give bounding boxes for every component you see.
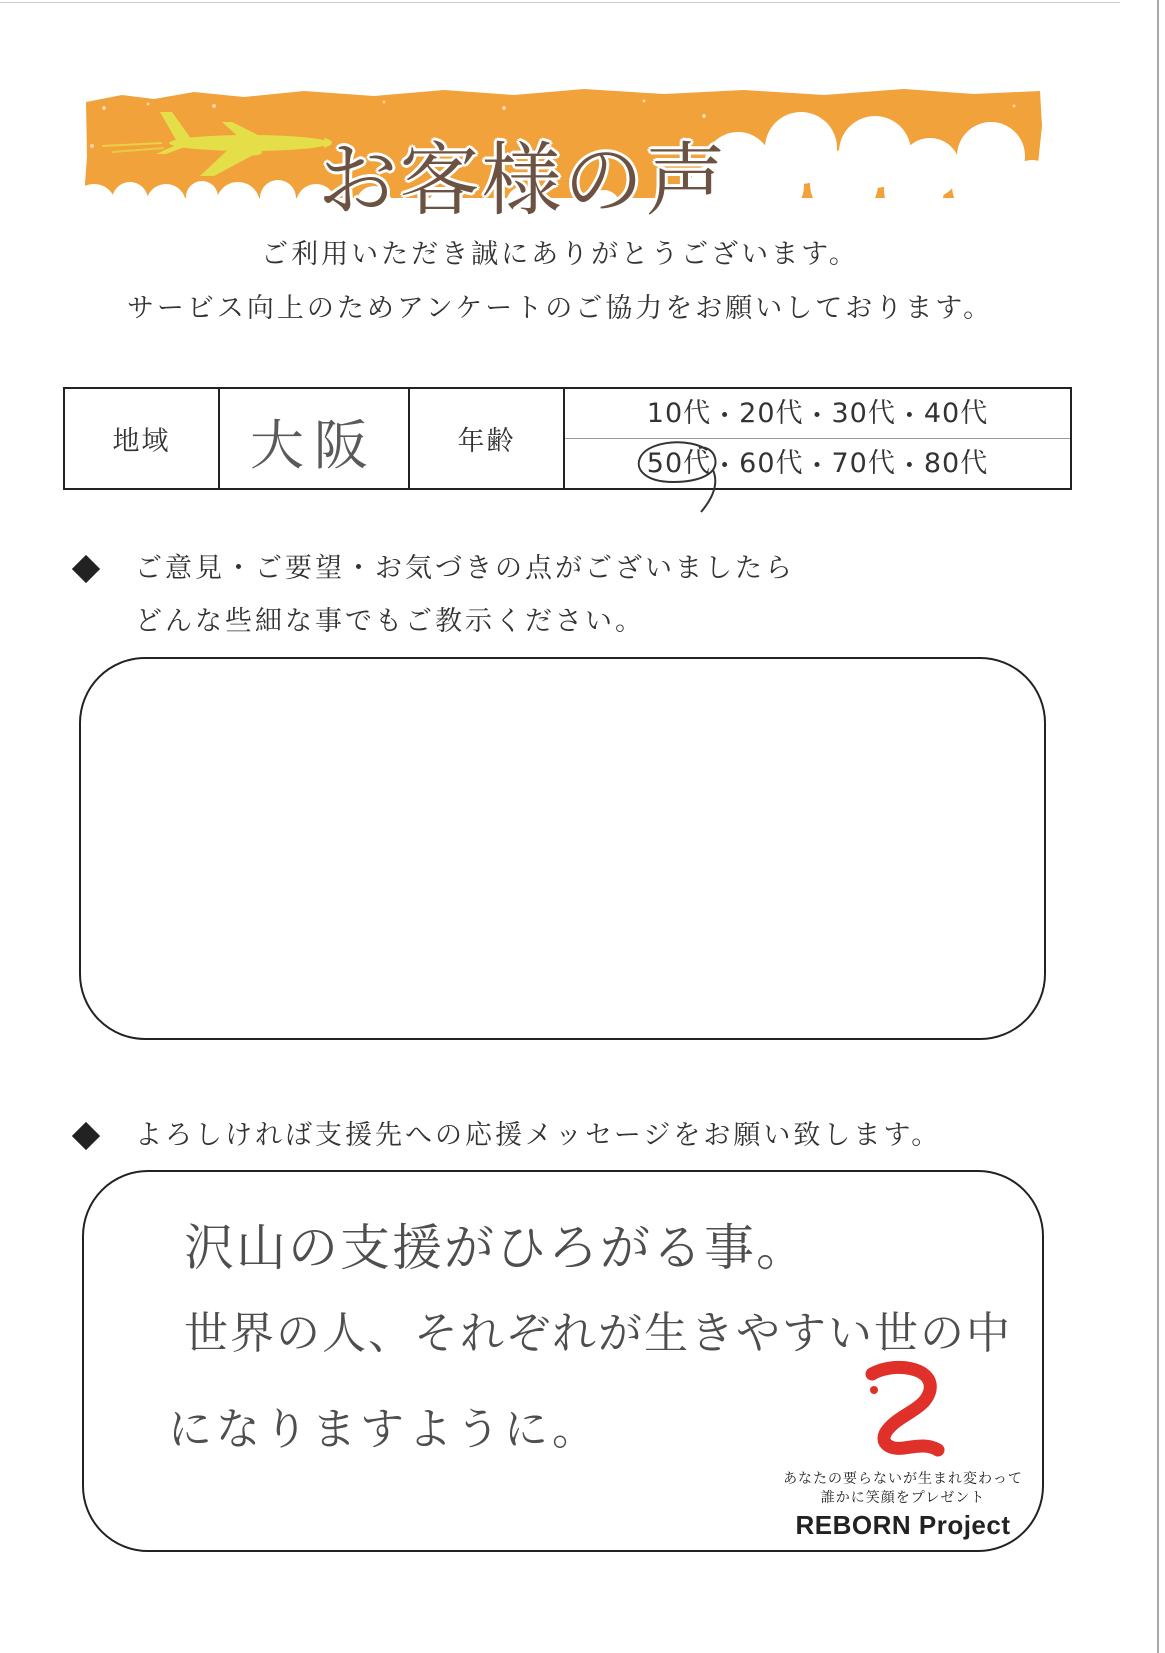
age-separator: ・ [711, 401, 740, 432]
region-label-cell [65, 389, 220, 488]
age-option: 60代 [739, 447, 804, 479]
age-option: 80代 [923, 447, 989, 479]
age-separator: ・ [895, 401, 924, 432]
reborn-swirl-icon [858, 1360, 948, 1464]
logo-name: REBORN Project [795, 1510, 1011, 1540]
age-options-cell [565, 389, 1070, 488]
region-value-handwritten: 大阪 [250, 414, 378, 477]
message-prompt: よろしければ支援先への応援メッセージをお願い致します。 [135, 1120, 942, 1151]
intro-line-1: ご利用いただき誠にありがとうございます。 [261, 239, 859, 270]
message-response-line-3: になりますように。 [168, 1404, 600, 1455]
selected-age-circle [629, 436, 729, 522]
message-response-line-1: 沢山の支援がひろがる事。 [184, 1219, 808, 1277]
scan-edge-top [0, 2, 1120, 3]
intro-line-2: サービス向上のためアンケートのご協力をお願いしております。 [126, 293, 994, 324]
feedback-answer-box [79, 657, 1046, 1040]
age-option: 30代 [831, 397, 896, 429]
feedback-prompt-line-2: どんな些細な事でもご教示ください。 [135, 606, 645, 637]
region-label: 地域 [112, 426, 171, 457]
region-value-cell [220, 389, 410, 488]
age-option: 20代 [739, 397, 804, 429]
age-option: 40代 [923, 397, 989, 429]
info-table [63, 387, 1072, 490]
age-separator: ・ [711, 451, 740, 482]
logo-tagline-line-2: 誰かに笑顔をプレゼント [820, 1490, 986, 1506]
feedback-prompt-line-1: ご意見・ご要望・お気づきの点がございましたら [135, 553, 795, 584]
message-response-line-2: 世界の人、それぞれが生きやすい世の中 [184, 1308, 1012, 1359]
diamond-bullet-icon [72, 555, 100, 583]
age-option: 10代 [646, 397, 712, 429]
age-options-row-1 [565, 389, 1070, 439]
age-label-cell [410, 389, 565, 488]
scan-edge-right [1157, 0, 1159, 1653]
age-separator: ・ [895, 451, 924, 482]
age-option: 50代 [647, 448, 711, 480]
age-option: 70代 [831, 447, 896, 479]
age-options-row-2 [565, 439, 1070, 488]
logo-tagline-line-1: あなたの要らないが生まれ変わって [783, 1471, 1023, 1487]
age-label: 年齢 [457, 426, 516, 457]
age-separator: ・ [803, 401, 832, 432]
form-title: お客様の声 [317, 134, 728, 227]
age-separator: ・ [803, 451, 832, 482]
diamond-bullet-icon [72, 1122, 100, 1150]
